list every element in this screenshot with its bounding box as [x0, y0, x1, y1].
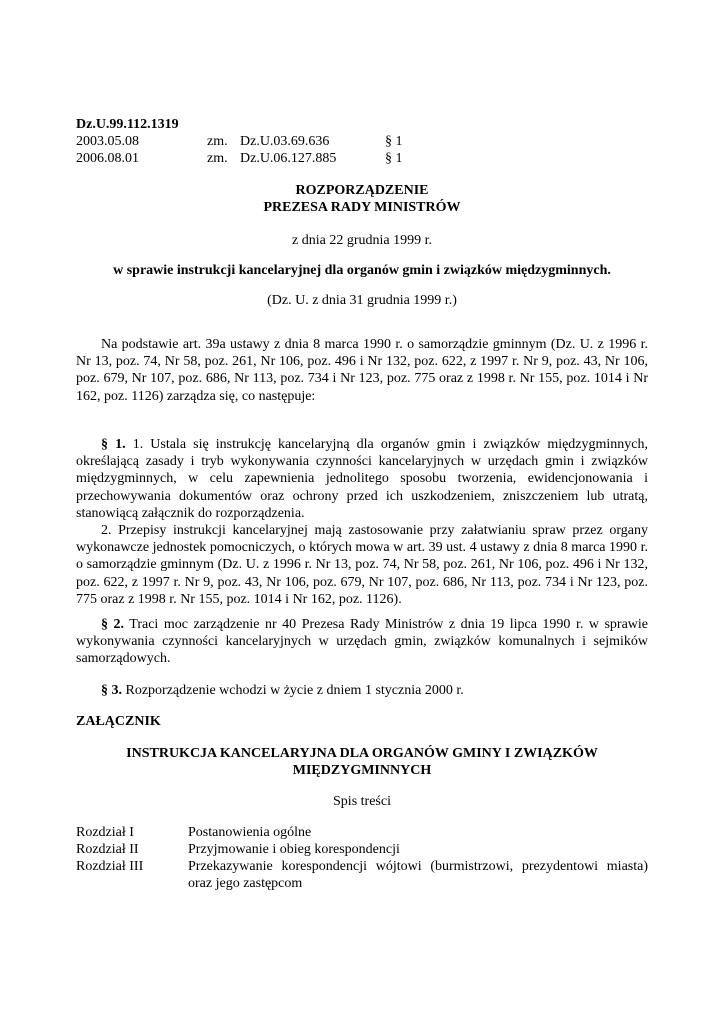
toc-chapter-number: Rozdział I — [76, 825, 134, 840]
section-3 — [76, 682, 648, 699]
amendment-ref: Dz.U.06.127.885 — [240, 151, 337, 166]
title-line-1: ROZPORZĄDZENIE — [295, 183, 429, 198]
preamble: Na podstawie art. 39a ustawy z dnia 8 marca 1990 r. o samorządzie gminnym (Dz. U. z 1996 r. Nr 13, poz. 74, Nr 58, poz. 261, Nr 106, poz. 496 i Nr 132, poz. 622, z 1997 r. Nr 9, poz. 43, Nr 106, poz. 679, Nr 107, poz. 686, Nr 113, poz. 734 i Nr 123, poz. 775 oraz z 1998 r. Nr 155, poz. 1014 i Nr 162, poz. 1126) zarządza się, co następuje: — [76, 337, 648, 404]
amendment-date: 2003.05.08 — [76, 134, 139, 149]
section-2-label: § 2. — [101, 617, 125, 632]
amendment-paragraph: § 1 — [385, 151, 403, 166]
document-id: Dz.U.99.112.1319 — [76, 117, 179, 132]
amendment-ref: Dz.U.03.69.636 — [240, 134, 330, 149]
publication-reference: (Dz. U. z dnia 31 grudnia 1999 r.) — [267, 293, 457, 308]
section-3-label: § 3. — [101, 683, 122, 698]
section-2-text: Traci moc zarządzenie nr 40 Prezesa Rady Ministrów z dnia 19 lipca 1990 r. w sprawie wykonywania czynności kancelaryjnych w urzędach gmin, związków komunalnych i sejmików samorządowych. — [76, 617, 649, 667]
toc-heading: Spis treści — [333, 794, 391, 809]
toc-chapter-number: Rozdział II — [76, 842, 139, 857]
toc-chapter-number: Rozdział III — [76, 859, 144, 874]
amendment-type: zm. — [207, 134, 228, 149]
annex-title-line-1: INSTRUKCJA KANCELARYJNA DLA ORGANÓW GMINY I ZWIĄZKÓW — [126, 746, 598, 761]
amendment-paragraph: § 1 — [385, 134, 403, 149]
title-subject: w sprawie instrukcji kancelaryjnej dla organów gmin i związków międzygminnych. — [113, 263, 611, 278]
title-line-2: PREZESA RADY MINISTRÓW — [263, 200, 461, 215]
section-1-paragraph-2: 2. Przepisy instrukcji kancelaryjnej mają zastosowanie przy załatwianiu spraw przez organy wykonawcze jednostek pomocniczych, o których mowa w art. 39 ust. 4 ustawy z dnia 8 marca 1990 r. o samorządzie gminnym (Dz. U. z 1996 r. Nr 13, poz. 74, Nr 58, poz. 261, Nr 106, poz. 496 i Nr 132, poz. 622, z 1997 r. Nr 9, poz. 43, Nr 106, poz. 679, Nr 107, poz. 686, Nr 113, poz. 734 i Nr 123, poz. 775 oraz z 1998 r. Nr 155, poz. 1014 i Nr 162, poz. 1126). — [76, 523, 648, 607]
amendment-type: zm. — [207, 151, 228, 166]
toc-chapter-title: Przekazywanie korespondencji wójtowi (burmistrzowi, prezydentowi miasta) oraz jego zastępcom — [188, 859, 648, 892]
title-date: z dnia 22 grudnia 1999 r. — [292, 233, 432, 248]
amendment-date: 2006.08.01 — [76, 151, 139, 166]
annex-heading: ZAŁĄCZNIK — [76, 714, 161, 729]
toc-chapter-title: Postanowienia ogólne — [188, 825, 312, 840]
section-1-label: § 1. — [101, 437, 126, 452]
section-1-paragraph-1 — [76, 436, 648, 522]
section-3-text: Rozporządzenie wchodzi w życie z dniem 1 stycznia 2000 r. — [125, 683, 464, 698]
annex-title-line-2: MIĘDZYGMINNYCH — [292, 763, 432, 778]
section-1-text: 1. Ustala się instrukcję kancelaryjną dla organów gmin i związków międzygminnych, określającą zasady i tryb wykonywania czynności kancelaryjnych w urzędach gmin i związków międzygminnych, w celu zapewnienia jednolitego sposobu tworzenia, ewidencjonowania i przechowywania dokumentów oraz ochrony przed ich uszkodzeniem, zniszczeniem lub utratą, stanowiącą załącznik do rozporządzenia. — [76, 437, 649, 521]
toc-chapter-title: Przyjmowanie i obieg korespondencji — [188, 842, 400, 857]
section-2 — [76, 616, 648, 668]
